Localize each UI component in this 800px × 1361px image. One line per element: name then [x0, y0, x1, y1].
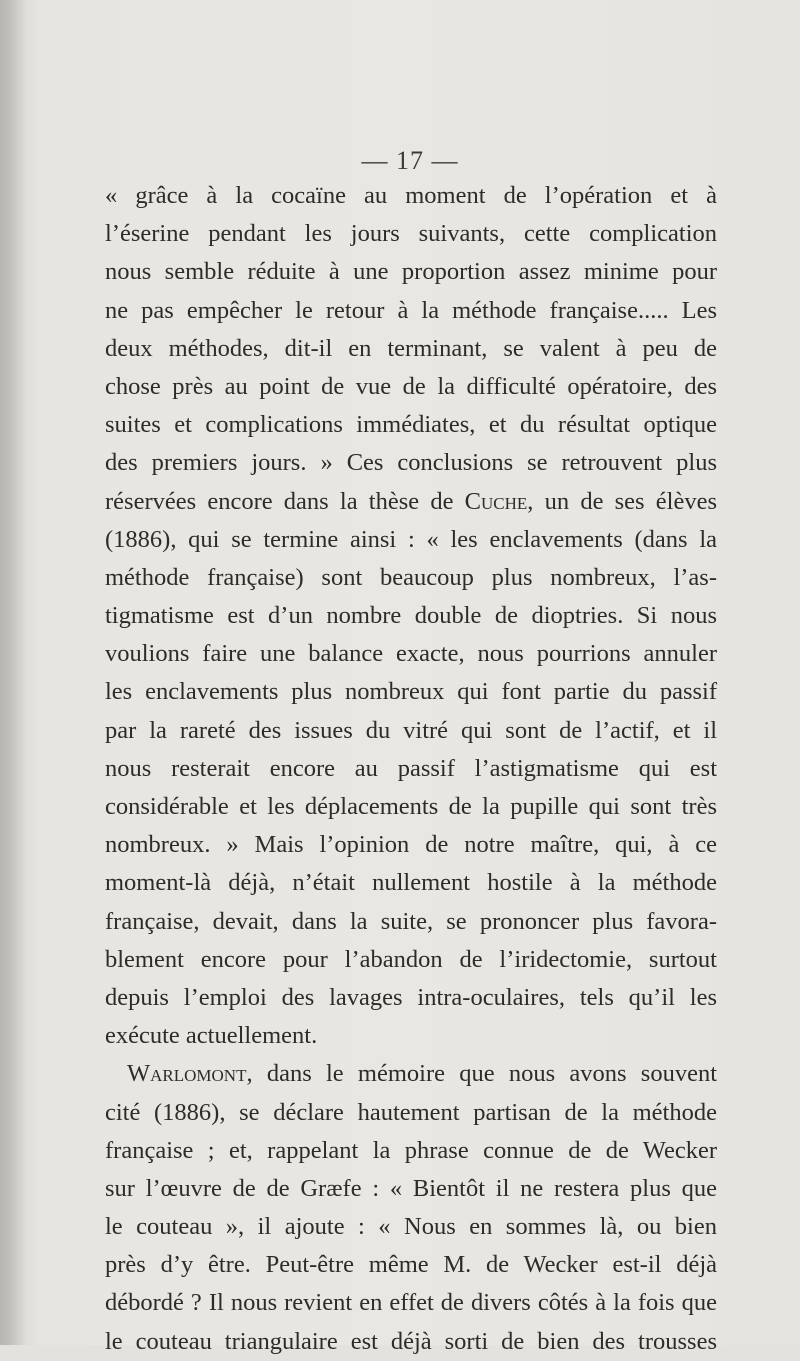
- text-line: le couteau », il ajoute : « Nous en sommes là, ou bien: [105, 1213, 717, 1241]
- text-line: nombreux. » Mais l’opinion de notre maître, qui, à ce: [105, 831, 717, 859]
- text-line: l’éserine pendant les jours suivants, cette complication: [105, 220, 717, 248]
- text-line: ne pas empêcher le retour à la méthode française..... Les: [105, 296, 717, 324]
- text-line: depuis l’emploi des lavages intra-oculaires, tels qu’il les: [105, 983, 717, 1011]
- text-line: française, devait, dans la suite, se prononcer plus favora-: [105, 907, 717, 935]
- text-line: voulions faire une balance exacte, nous pourrions annuler: [105, 640, 717, 668]
- text-line: débordé ? Il nous revient en effet de divers côtés à la fois que: [105, 1289, 717, 1317]
- text-line: deux méthodes, dit-il en terminant, se valent à peu de: [105, 334, 717, 362]
- body-text: [105, 177, 717, 1361]
- text-line: chose près au point de vue de la difficulté opératoire, des: [105, 372, 717, 400]
- text-line: suites et complications immédiates, et du résultat optique: [105, 411, 717, 439]
- text-line: blement encore pour l’abandon de l’iridectomie, surtout: [105, 945, 717, 973]
- text-line: cité (1886), se déclare hautement partisan de la méthode: [105, 1098, 717, 1126]
- text-line: près d’y être. Peut-être même M. de Wecker est-il déjà: [105, 1251, 717, 1279]
- paragraph-end-line: exécute actuellement.: [105, 1022, 318, 1050]
- text-line: les enclavements plus nombreux qui font partie du passif: [105, 678, 717, 706]
- text-line: par la rareté des issues du vitré qui sont de l’actif, et il: [105, 716, 717, 744]
- text-line: nous semble réduite à une proportion assez minime pour: [105, 258, 717, 286]
- text-line: moment-là déjà, n’était nullement hostile à la méthode: [105, 869, 717, 897]
- text-line: sur l’œuvre de de Græfe : « Bientôt il ne restera plus que: [105, 1174, 717, 1202]
- page-number: — 17 —: [361, 146, 459, 175]
- text-line: considérable et les déplacements de la pupille qui sont très: [105, 793, 717, 820]
- text-line: française ; et, rappelant la phrase connue de de Wecker: [105, 1136, 717, 1164]
- text-line: le couteau triangulaire est déjà sorti de bien des trousses: [105, 1327, 717, 1355]
- text-line: des premiers jours. » Ces conclusions se retrouvent plus: [105, 449, 717, 477]
- text-line: méthode française) sont beaucoup plus nombreux, l’as-: [105, 563, 717, 591]
- text-line: réservées encore dans la thèse de Cuche, un de ses élèves: [105, 487, 717, 515]
- text-line: tigmatisme est d’un nombre double de dioptries. Si nous: [105, 602, 717, 630]
- page-gutter-shadow: [0, 0, 26, 1345]
- text-line: nous resterait encore au passif l’astigmatisme qui est: [105, 754, 717, 782]
- text-line: (1886), qui se termine ainsi : « les enclavements (dans la: [105, 525, 717, 553]
- paragraph-start-line: Warlomont, dans le mémoire que nous avons souvent: [127, 1060, 717, 1088]
- text-line: « grâce à la cocaïne au moment de l’opération et à: [105, 182, 717, 209]
